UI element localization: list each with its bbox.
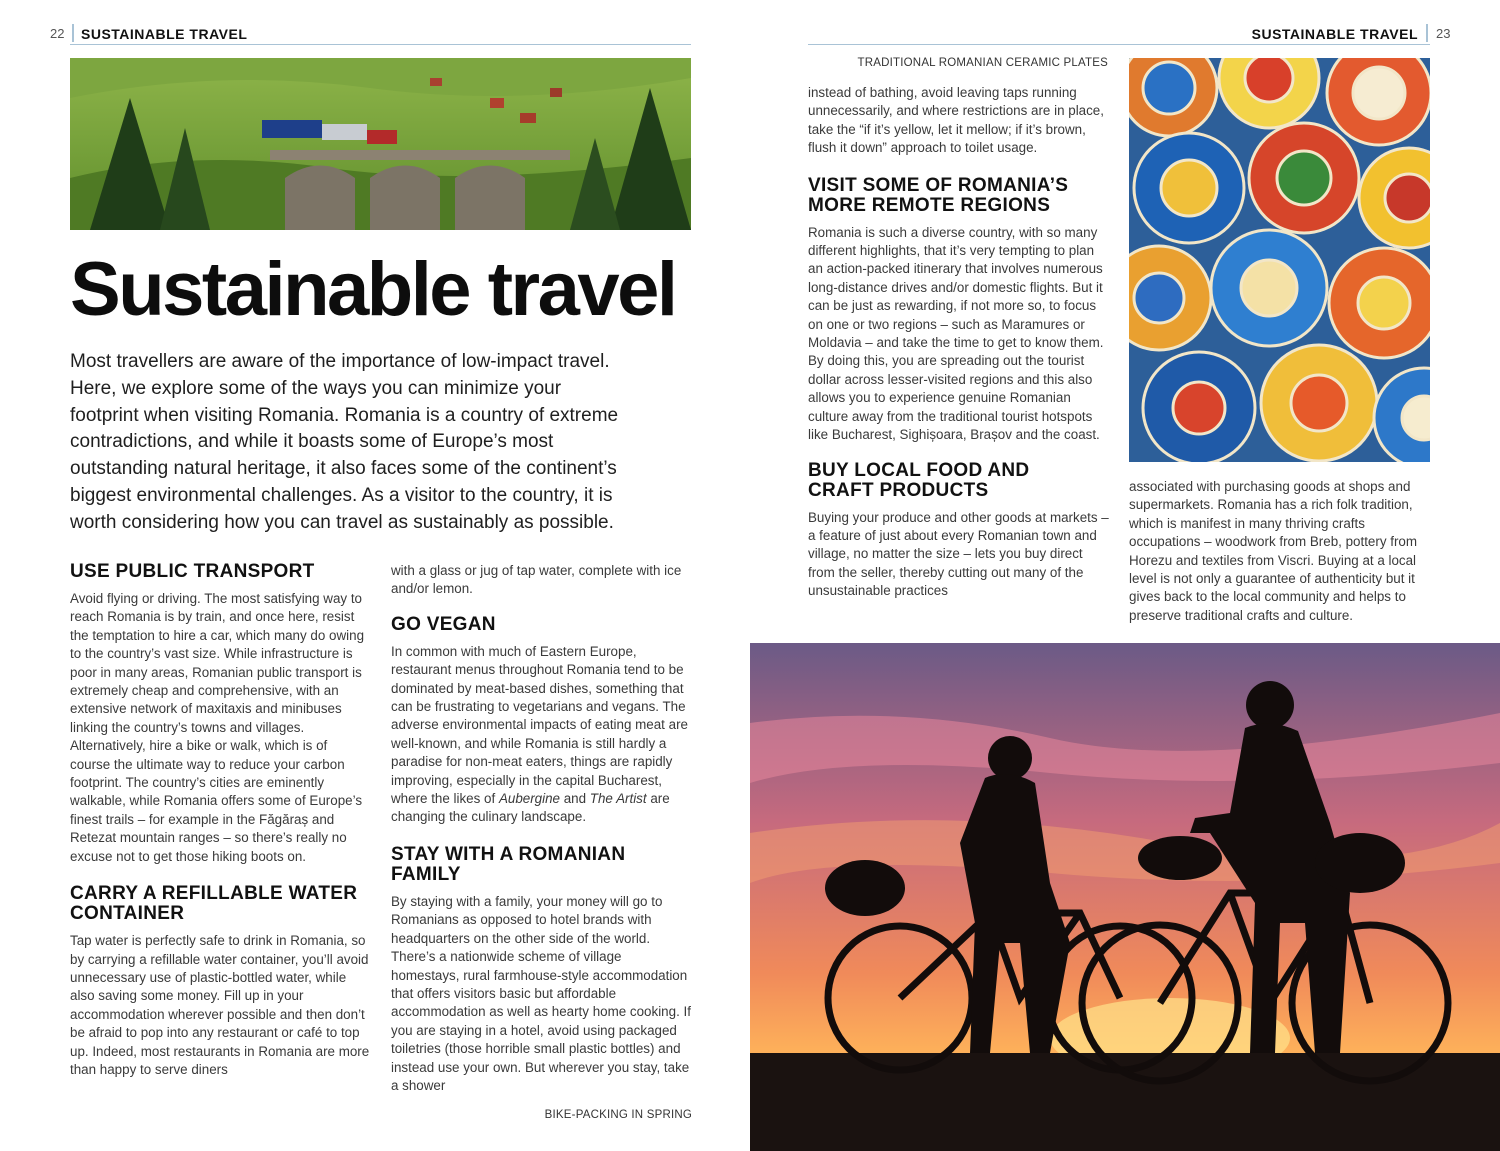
restaurant-aubergine: Aubergine	[498, 791, 560, 807]
running-head-marker-left	[72, 24, 74, 42]
go-vegan-and: and	[560, 791, 590, 807]
right-column-2	[1129, 478, 1434, 643]
body-remote-regions: Romania is such a diverse country, with so many different highlights, that it’s very tempting to plan an action-packed itinerary that involves numerous long-distance drives and/or domestic flights. But it can be just as rewarding, if not more so, to focus on one or two regions – such as Maramures or Moldavia – and take the time to get to know them. By doing this, you are spreading out the tourist dollar across lesser-visited regions and this also allows you to experience genuine Romanian culture away from the traditional tourist hotspots like Bucharest, Sighișoara, Brașov and the coast.	[808, 224, 1104, 443]
heading-water-container: CARRY A REFILLABLE WATER CONTAINER	[70, 883, 358, 925]
body-shower-continued: instead of bathing, avoid leaving taps running unnecessarily, and where restrictions are in place, take the “if it’s yellow, let it mellow; if it’s brown, flush it down” approach to toilet usage.	[808, 85, 1104, 156]
heading-romanian-family: STAY WITH A ROMANIAN FAMILY	[391, 843, 626, 885]
body-local-food-continued: associated with purchasing goods at shops and supermarkets. Romania has a rich folk tradition, which is manifest in many thriving crafts occupations – woodwork from Breb, pottery from Horezu and textiles from Viscri. Buying at a local level is not only a guarantee of authenticity but it gives back to the local community and helps to preserve traditional crafts and culture.	[1129, 479, 1418, 623]
caption-bike-packing: BIKE-PACKING IN SPRING	[544, 1109, 692, 1121]
body-water-container: Tap water is perfectly safe to drink in Romania, so by carrying a refillable water container, you’ll avoid unnecessary use of plastic-bottled water, while also saving some money. Fill up in your accommodation wherever possible and then don’t be afraid to pop into any restaurant or café to top up. Indeed, most restaurants in Romania are more than happy to serve diners	[70, 933, 370, 1077]
left-column-1	[70, 562, 370, 1097]
body-local-food: Buying your produce and other goods at markets – a feature of just about every Romanian town and village, no matter the size – lets you buy direct from the seller, thereby cutting out many of the unsustainable practices	[808, 509, 1109, 599]
go-vegan-text-2: are changing the culinary landscape.	[391, 791, 670, 825]
caption-ceramic-plates: TRADITIONAL ROMANIAN CERAMIC PLATES	[857, 57, 1108, 69]
left-column-2	[391, 562, 693, 1113]
heading-remote-regions: VISIT SOME OF ROMANIA’S MORE REMOTE REGIONS	[808, 174, 1069, 216]
intro-paragraph: Most travellers are aware of the importance of low-impact travel. Here, we explore some of the ways you can minimize your footprint when visiting Romania. Romania is a country of extreme contradictions, and while it boasts some of Europe’s most outstanding natural heritage, it also faces some of the continent’s biggest environmental challenges. As a visitor to the country, it is worth considering how you can travel as sustainably as possible.	[70, 351, 619, 533]
restaurant-the-artist: The Artist	[589, 791, 647, 807]
running-head-right: SUSTAINABLE TRAVEL	[1251, 26, 1418, 42]
body-public-transport: Avoid flying or driving. The most satisfying way to reach Romania is by train, and once here, resist the temptation to hire a car, which many do owing to the country’s vast size. While infrastructure is poor in many areas, Romanian public transport is extremely cheap and comprehensive, with an extensive network of maxitaxis and minibuses linking the country’s towns and villages. Alternatively, hire a bike or walk, which is of course the ultimate way to reduce your carbon footprint. The country’s cities are eminently walkable, while Romania offers some of Europe’s finest trails – for example in the Făgăraș and Retezat mountain ranges – so there’s really no excuse not to get those hiking boots on.	[70, 591, 365, 864]
heading-public-transport: USE PUBLIC TRANSPORT	[70, 561, 315, 582]
running-head-left: SUSTAINABLE TRAVEL	[81, 26, 248, 42]
page-number-right: 23	[1436, 26, 1451, 41]
page-number-left: 22	[50, 26, 65, 41]
running-head-marker-right	[1426, 24, 1428, 42]
header-rule-left	[70, 44, 691, 45]
body-romanian-family: By staying with a family, your money will go to Romanians as opposed to hotel brands with headquarters on the other side of the world. There’s a nationwide scheme of village homestays, rural farmhouse-style accommodation that offers visitors basic but affordable accommodation as well as hearty home cooking. If you are staying in a hotel, avoid using packaged toiletries (those horrible small plastic bottles) and instead use your own. But wherever you stay, take a shower	[391, 893, 691, 1093]
heading-go-vegan: GO VEGAN	[391, 613, 496, 635]
bike-packing-sunset-photo	[750, 643, 1500, 1151]
body-go-vegan	[391, 643, 693, 827]
ceramic-plates-photo	[1129, 58, 1430, 462]
go-vegan-text-1: In common with much of Eastern Europe, restaurant menus throughout Romania tend to be dominated by meat-based dishes, something that can be frustrating to vegetarians and vegans. The adverse environmental impacts of eating meat are well-known, and while Romania is still hardly a paradise for non-meat eaters, things are rapidly improving, especially in the capital Bucharest, where the likes of	[391, 643, 688, 807]
page-title: Sustainable travel	[70, 247, 676, 332]
body-water-container-continued: with a glass or jug of tap water, complete with ice and/or lemon.	[391, 563, 682, 597]
header-rule-right	[808, 44, 1430, 45]
right-column-1	[808, 84, 1110, 619]
train-bridge-photo	[70, 58, 691, 230]
heading-local-food: BUY LOCAL FOOD AND CRAFT PRODUCTS	[808, 459, 1030, 501]
